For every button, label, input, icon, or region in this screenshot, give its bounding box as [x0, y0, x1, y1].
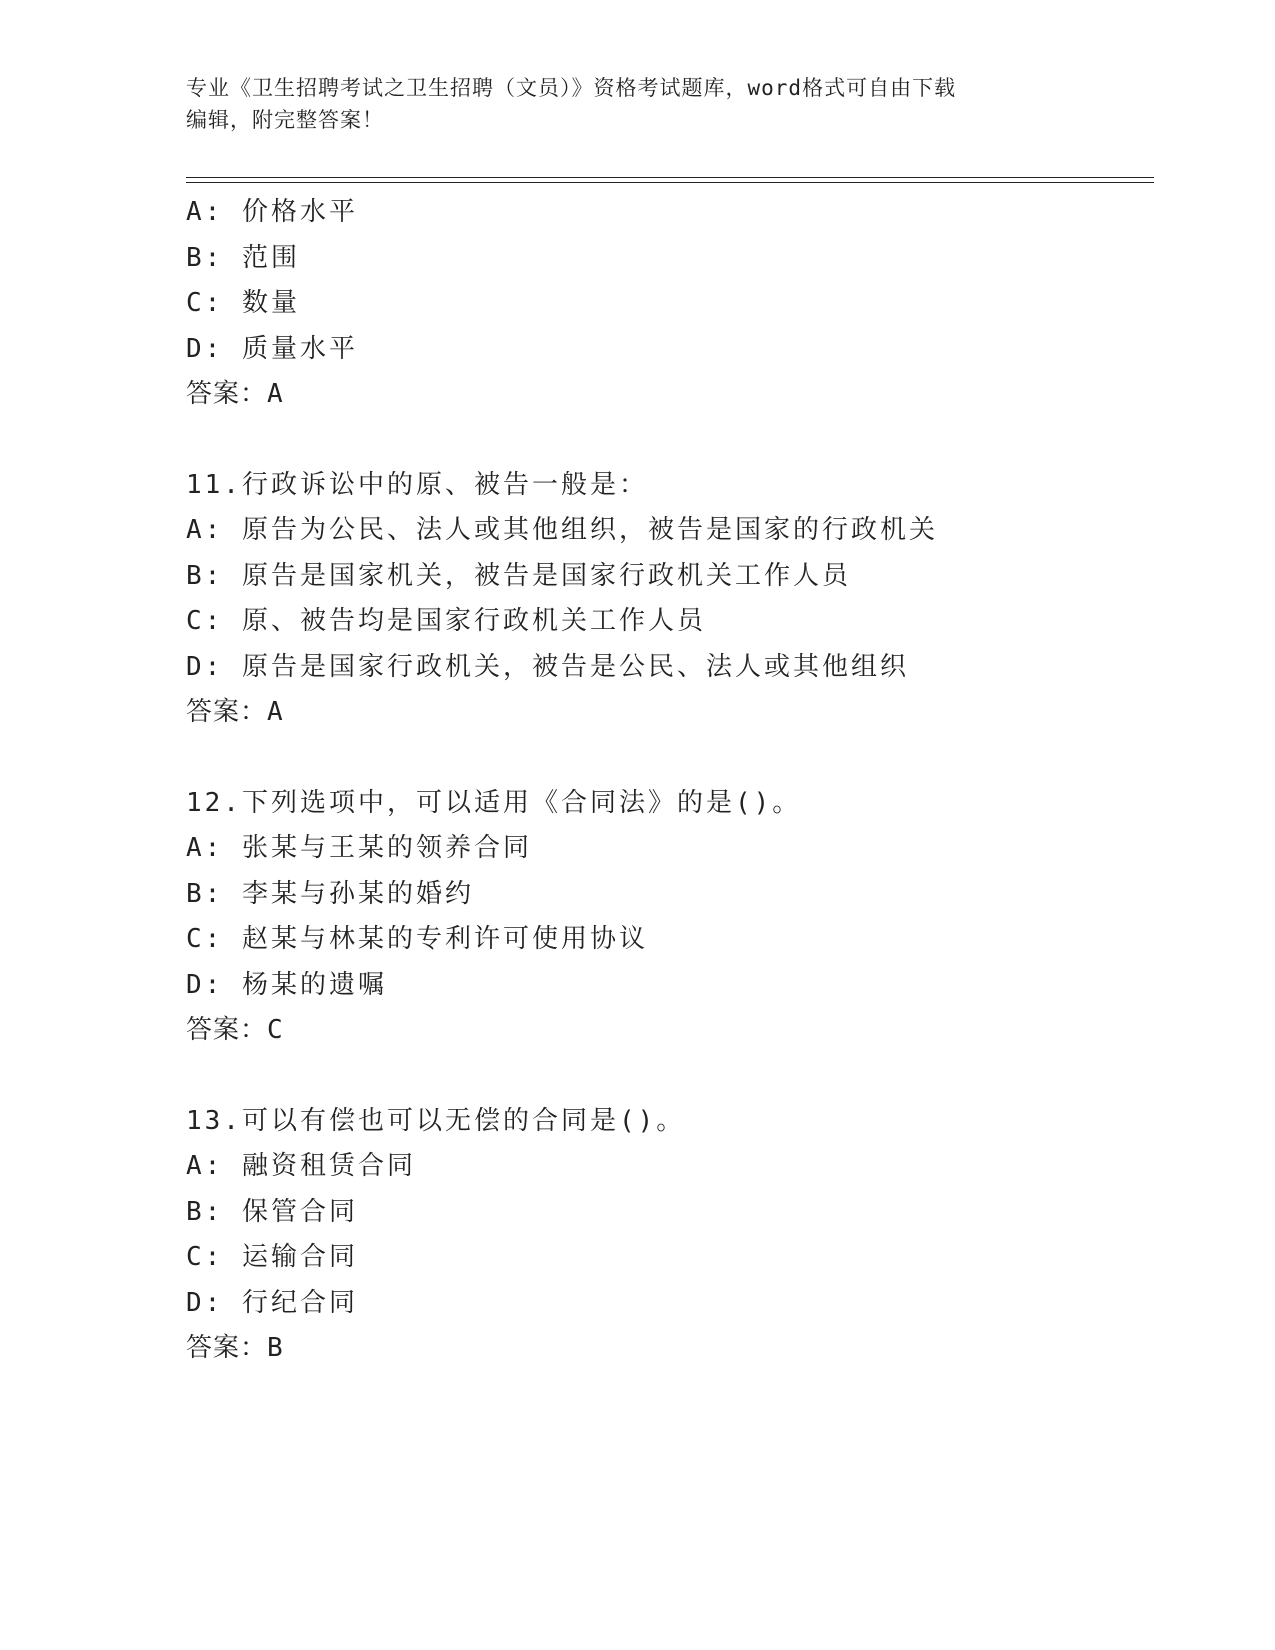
answer-value: B [267, 1333, 283, 1363]
question-block-10 [186, 190, 1146, 418]
header-divider-bottom [186, 182, 1154, 183]
answer-label: 答案： [186, 1333, 268, 1363]
option-d: D: 行纪合同 [186, 1287, 358, 1318]
option-a: A: 原告为公民、法人或其他组织，被告是国家的行政机关 [186, 515, 938, 545]
option-a: A: 张某与王某的领养合同 [186, 833, 532, 863]
answer-value: A [267, 697, 283, 727]
option-c: C: 原、被告均是国家行政机关工作人员 [186, 606, 706, 636]
header-line-2: 编辑，附完整答案！ [186, 108, 384, 132]
answer-value: C [267, 1015, 283, 1045]
question-stem: 12.下列选项中，可以适用《合同法》的是()。 [186, 787, 802, 818]
answer-line [186, 1008, 1146, 1054]
option-c: C: 数量 [186, 288, 300, 318]
question-block-12 [186, 781, 1146, 1054]
answer-label: 答案： [186, 697, 268, 727]
answer-line [186, 1326, 1146, 1372]
answer-value: A [267, 379, 283, 409]
answer-line [186, 690, 1146, 736]
question-block-13 [186, 1099, 1146, 1372]
question-block-11 [186, 463, 1146, 736]
header-divider-top [186, 177, 1154, 178]
option-d: D: 质量水平 [186, 333, 358, 364]
question-stem: 11.行政诉讼中的原、被告一般是： [186, 469, 648, 500]
question-stem: 13.可以有偿也可以无偿的合同是()。 [186, 1105, 686, 1136]
option-b: B: 李某与孙某的婚约 [186, 878, 474, 909]
header-line-1: 专业《卫生招聘考试之卫生招聘（文员）》资格考试题库，word格式可自由下载 [186, 76, 957, 100]
answer-label: 答案： [186, 1015, 268, 1045]
option-d: D: 原告是国家行政机关，被告是公民、法人或其他组织 [186, 651, 909, 682]
option-b: B: 保管合同 [186, 1196, 358, 1227]
option-c: C: 运输合同 [186, 1242, 358, 1272]
answer-label: 答案： [186, 379, 268, 409]
option-a: A: 融资租赁合同 [186, 1151, 416, 1181]
option-b: B: 原告是国家机关，被告是国家行政机关工作人员 [186, 560, 851, 591]
answer-line [186, 372, 1146, 418]
option-b: B: 范围 [186, 242, 300, 273]
document-header [186, 72, 1066, 136]
option-a: A: 价格水平 [186, 197, 358, 227]
question-list [186, 190, 1146, 1372]
option-c: C: 赵某与林某的专利许可使用协议 [186, 924, 648, 954]
option-d: D: 杨某的遗嘱 [186, 969, 387, 1000]
